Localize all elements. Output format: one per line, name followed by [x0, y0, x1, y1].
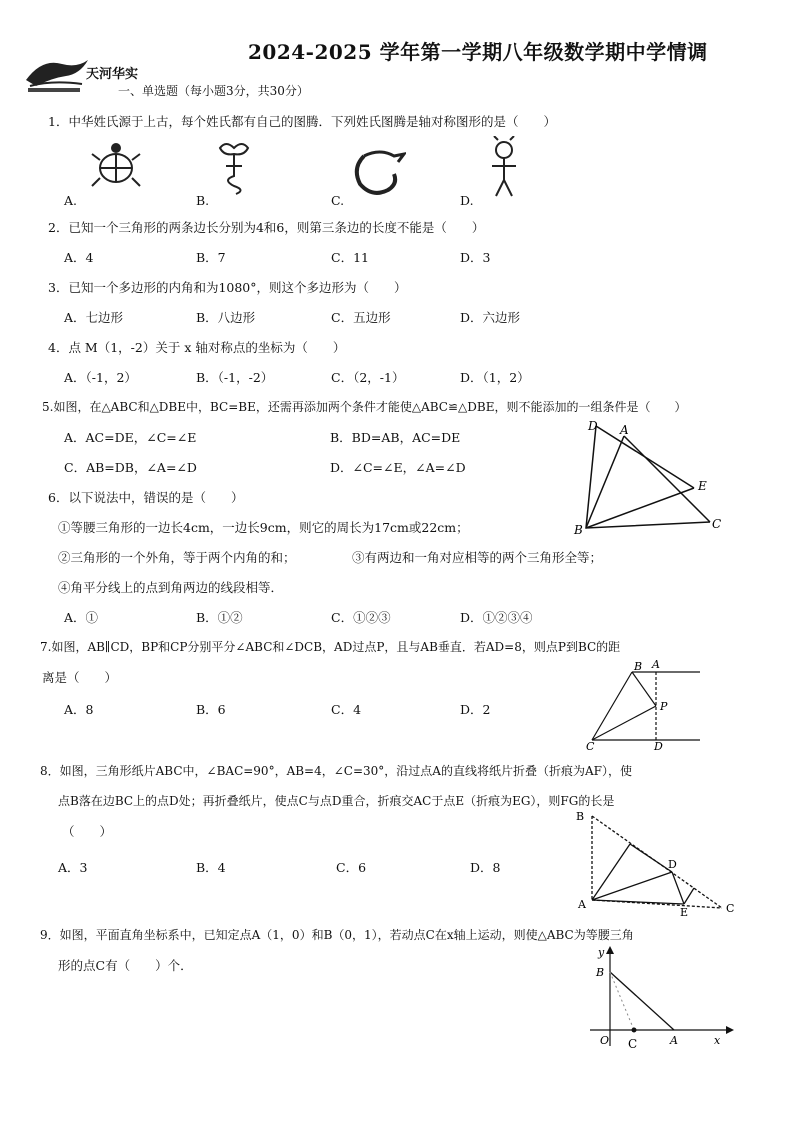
q1-option-c[interactable]: C. — [331, 193, 345, 208]
q7-option-c[interactable]: C．4 — [331, 702, 362, 717]
q3-option-c[interactable]: C．五边形 — [331, 310, 391, 325]
question-8-stem-cont: 点B落在边BC上的点D处；再折叠纸片，使点C与点D重合，折痕交AC于点E（折痕为EG），则FG的长是 — [58, 794, 615, 808]
school-name: 天河华实 — [86, 67, 139, 82]
q3-option-b[interactable]: B．八边形 — [196, 310, 256, 325]
q6-statement-3: ③有两边和一角对应相等的两个三角形全等； — [352, 550, 603, 565]
question-1-stem: 1．中华姓氏源于上古，每个姓氏都有自己的图腾．下列姓氏图腾是轴对称图形的是（ ） — [48, 114, 556, 129]
q8-label-b: B — [576, 810, 585, 823]
q1-option-a[interactable]: A. — [64, 193, 78, 208]
q6-option-d[interactable]: D．①②③④ — [460, 610, 533, 625]
q2-option-d[interactable]: D．3 — [460, 250, 491, 265]
q8-option-a[interactable]: A．3 — [58, 860, 88, 875]
question-9-stem: 9．如图，平面直角坐标系中，已知定点A（1，0）和B（0，1），若动点C在x轴上运动，则使△ABC为等腰三角 — [40, 928, 634, 942]
q9-label-c: C — [628, 1037, 638, 1051]
q3-option-a[interactable]: A．七边形 — [64, 310, 124, 325]
totem-c-image — [350, 148, 406, 202]
question-8-stem-cont2: （ ） — [62, 824, 113, 839]
question-2-stem: 2．已知一个三角形的两条边长分别为4和6，则第三条边的长度不能是（ ） — [48, 220, 485, 235]
q5-label-b: B — [574, 523, 583, 536]
q9-label-o: O — [600, 1034, 610, 1047]
question-8-stem: 8．如图，三角形纸片ABC中，∠BAC=90°，AB=4，∠C=30°，沿过点A的直线将纸片折叠（折痕为AF），使 — [40, 764, 632, 778]
question-4-stem: 4．点 M（1，-2）关于 x 轴对称点的坐标为（ ） — [48, 340, 346, 355]
q7-label-b: B — [634, 660, 643, 673]
q8-label-d: D — [668, 858, 677, 871]
totem-a-image — [90, 140, 142, 196]
q5-option-c[interactable]: C．AB=DB，∠A=∠D — [64, 460, 197, 475]
q7-label-a: A — [652, 660, 660, 671]
q5-option-a[interactable]: A．AC=DE，∠C=∠E — [64, 430, 197, 445]
q4-option-a[interactable]: A．（-1，2） — [64, 370, 137, 385]
q1-option-b[interactable]: B. — [196, 193, 210, 208]
q7-option-b[interactable]: B．6 — [196, 702, 226, 717]
q6-option-b[interactable]: B．①② — [196, 610, 243, 625]
question-7-stem-cont: 离是（ ） — [42, 670, 118, 685]
q7-label-d: D — [654, 740, 663, 752]
q5-label-e: E — [698, 479, 707, 493]
q9-label-x: x — [714, 1034, 721, 1047]
q5-label-d: D — [588, 419, 598, 433]
q6-statement-2: ②三角形的一个外角，等于两个内角的和； — [58, 550, 296, 565]
q8-label-c: C — [726, 902, 735, 915]
q8-figure — [574, 808, 740, 924]
q6-statement-4: ④角平分线上的点到角两边的线段相等． — [58, 580, 284, 595]
q2-option-a[interactable]: A．4 — [64, 250, 94, 265]
q9-label-b: B — [596, 966, 605, 979]
q6-option-a[interactable]: A．① — [64, 610, 99, 625]
q1-option-d[interactable]: D. — [460, 193, 474, 208]
q2-option-b[interactable]: B．7 — [196, 250, 226, 265]
totem-d-image — [484, 136, 524, 204]
q4-option-b[interactable]: B．（-1，-2） — [196, 370, 274, 385]
question-9-stem-cont: 形的点C有（ ）个． — [58, 958, 193, 973]
q9-label-a: A — [670, 1034, 678, 1047]
totem-b-image — [214, 140, 254, 200]
question-6-stem: 6．以下说法中，错误的是（ ） — [48, 490, 244, 505]
q2-option-c[interactable]: C．11 — [331, 250, 369, 265]
q8-label-a: A — [578, 898, 586, 911]
q4-option-d[interactable]: D．（1，2） — [460, 370, 530, 385]
q5-label-c: C — [712, 517, 722, 531]
q7-figure — [582, 660, 702, 756]
q5-label-a: A — [620, 423, 629, 437]
q8-option-b[interactable]: B．4 — [196, 860, 226, 875]
q6-statement-1: ①等腰三角形的一边长4cm，一边长9cm，则它的周长为17cm或22cm； — [58, 520, 469, 535]
q9-label-y: y — [598, 946, 605, 959]
question-3-stem: 3．已知一个多边形的内角和为1080°，则这个多边形为（ ） — [48, 280, 407, 295]
q6-option-c[interactable]: C．①②③ — [331, 610, 391, 625]
q7-label-p: P — [660, 700, 668, 713]
question-7-stem: 7.如图，AB∥CD，BP和CP分别平分∠ABC和∠DCB，AD过点P，且与AB垂直．若AD=8，则点P到BC的距 — [40, 640, 621, 654]
page-title: 2024-2025 学年第一学期八年级数学期中学情调 — [248, 40, 708, 64]
q5-option-b[interactable]: B．BD=AB，AC=DE — [330, 430, 461, 445]
q9-coordinate-figure — [586, 942, 736, 1058]
section-heading: 一、单选题（每小题3分，共30分） — [118, 84, 309, 98]
q8-option-d[interactable]: D．8 — [470, 860, 501, 875]
q7-option-d[interactable]: D．2 — [460, 702, 491, 717]
q3-option-d[interactable]: D．六边形 — [460, 310, 521, 325]
school-logo — [22, 50, 92, 94]
q5-triangle-figure — [570, 418, 730, 540]
q7-option-a[interactable]: A．8 — [64, 702, 94, 717]
q8-option-c[interactable]: C．6 — [336, 860, 367, 875]
question-5-stem: 5.如图，在△ABC和△DBE中，BC=BE，还需再添加两个条件才能使△ABC≌△DBE，则不能添加的一组条件是（ ） — [42, 400, 687, 414]
q4-option-c[interactable]: C．（2，-1） — [331, 370, 405, 385]
q7-label-c: C — [586, 740, 595, 752]
q8-label-e: E — [680, 906, 689, 919]
q5-option-d[interactable]: D．∠C=∠E，∠A=∠D — [330, 460, 466, 475]
